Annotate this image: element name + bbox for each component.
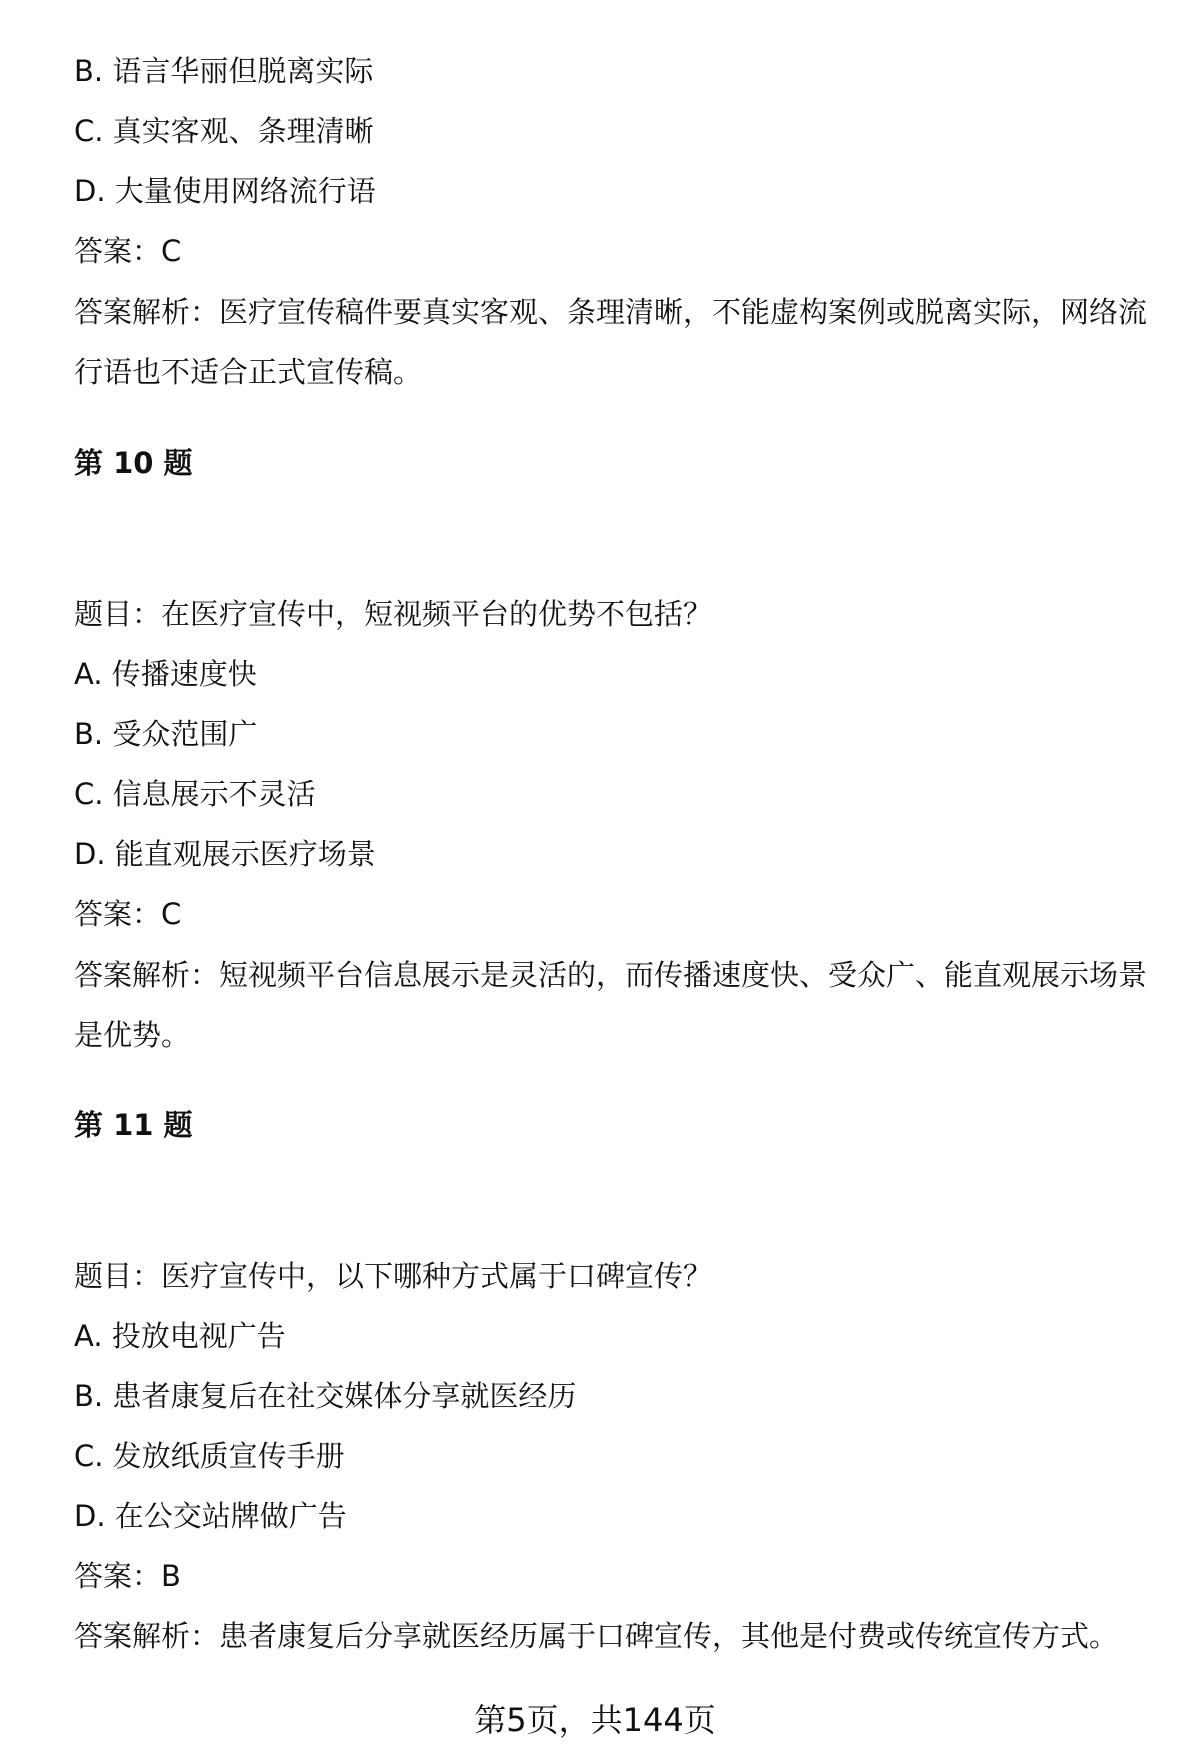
question-heading: 第 10 题 xyxy=(74,446,193,480)
option-d: D. 在公交站牌做广告 xyxy=(74,1499,347,1533)
page-number: 第5页，共144页 xyxy=(474,1701,716,1739)
option-c: C. 真实客观、条理清晰 xyxy=(74,114,374,148)
answer-explanation: 答案解析：医疗宣传稿件要真实客观、条理清晰，不能虚构案例或脱离实际，网络流行语也不适合正式宣传稿。 xyxy=(74,295,1148,389)
option-d: D. 能直观展示医疗场景 xyxy=(74,837,376,871)
option-d: D. 大量使用网络流行语 xyxy=(74,174,376,208)
option-c: C. 发放纸质宣传手册 xyxy=(74,1439,345,1473)
answer: 答案：B xyxy=(74,1559,181,1593)
option-c: C. 信息展示不灵活 xyxy=(74,777,316,811)
answer-explanation: 答案解析：患者康复后分享就医经历属于口碑宣传，其他是付费或传统宣传方式。 xyxy=(74,1619,1119,1653)
option-b: B. 患者康复后在社交媒体分享就医经历 xyxy=(74,1379,577,1413)
answer: 答案：C xyxy=(74,897,182,931)
option-a: A. 投放电视广告 xyxy=(74,1319,286,1353)
option-b: B. 受众范围广 xyxy=(74,717,258,751)
question-text: 题目：医疗宣传中，以下哪种方式属于口碑宣传？ xyxy=(74,1259,713,1293)
option-b: B. 语言华丽但脱离实际 xyxy=(74,54,374,88)
question-text: 题目：在医疗宣传中，短视频平台的优势不包括？ xyxy=(74,597,713,631)
option-a: A. 传播速度快 xyxy=(74,657,257,691)
answer-explanation: 答案解析：短视频平台信息展示是灵活的，而传播速度快、受众广、能直观展示场景是优势。 xyxy=(74,958,1148,1052)
question-heading: 第 11 题 xyxy=(74,1108,193,1142)
answer: 答案：C xyxy=(74,234,182,268)
